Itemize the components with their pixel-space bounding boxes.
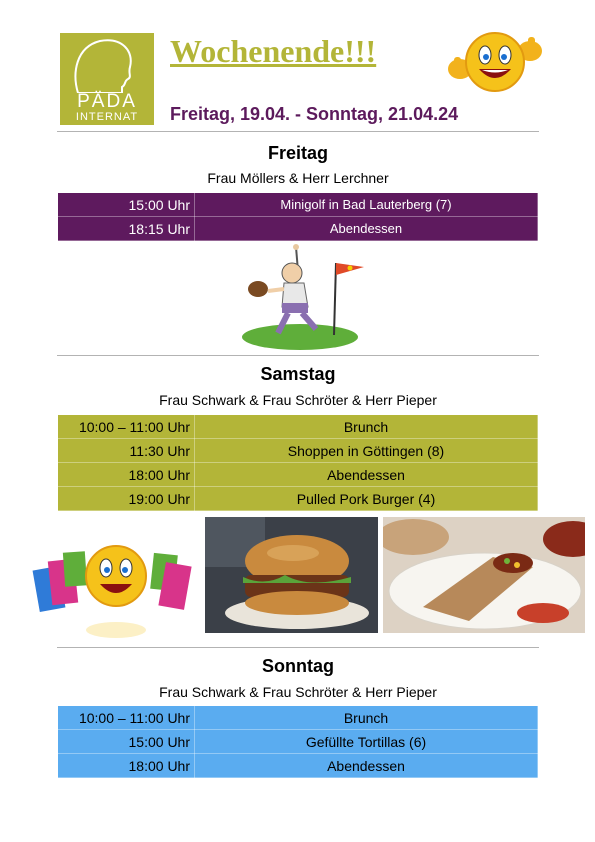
table-row — [58, 706, 538, 730]
table-row — [58, 487, 538, 511]
staff-sunday: Frau Schwark & Frau Schröter & Herr Pieper — [159, 684, 437, 700]
time-cell: 10:00 – 11:00 Uhr — [58, 415, 195, 439]
event-cell: Abendessen — [195, 217, 538, 241]
thumbs-up-smiley-icon — [446, 27, 544, 97]
event-cell: Abendessen — [195, 463, 538, 487]
time-cell: 11:30 Uhr — [58, 439, 195, 463]
tortilla-wrap-photo — [383, 517, 585, 633]
time-cell: 10:00 – 11:00 Uhr — [58, 706, 195, 730]
event-cell: Minigolf in Bad Lauterberg (7) — [195, 193, 538, 217]
time-cell: 18:00 Uhr — [58, 754, 195, 778]
schedule-sunday — [57, 705, 538, 778]
divider — [57, 647, 539, 648]
time-cell: 15:00 Uhr — [58, 193, 195, 217]
event-cell: Brunch — [195, 415, 538, 439]
staff-friday: Frau Möllers & Herr Lerchner — [207, 170, 389, 186]
golfer-illustration — [238, 243, 368, 350]
table-row — [58, 730, 538, 754]
head-silhouette-icon — [60, 33, 154, 93]
logo-subtitle: INTERNAT — [75, 111, 139, 123]
event-cell: Gefüllte Tortillas (6) — [195, 730, 538, 754]
table-row — [58, 217, 538, 241]
table-row — [58, 439, 538, 463]
time-cell: 19:00 Uhr — [58, 487, 195, 511]
time-cell: 18:15 Uhr — [58, 217, 195, 241]
divider — [57, 355, 539, 356]
logo-name: PÄDA — [77, 91, 137, 112]
shopping-smiley-icon — [28, 530, 200, 642]
date-range: Freitag, 19.04. - Sonntag, 21.04.24 — [170, 104, 459, 124]
event-cell: Shoppen in Göttingen (8) — [195, 439, 538, 463]
time-cell: 18:00 Uhr — [58, 463, 195, 487]
table-row — [58, 193, 538, 217]
day-heading-sunday: Sonntag — [262, 656, 334, 676]
time-cell: 15:00 Uhr — [58, 730, 195, 754]
event-cell: Abendessen — [195, 754, 538, 778]
paeda-internat-logo — [60, 33, 154, 125]
event-cell: Pulled Pork Burger (4) — [195, 487, 538, 511]
event-cell: Brunch — [195, 706, 538, 730]
page-title: Wochenende!!! — [170, 33, 377, 69]
day-heading-saturday: Samstag — [260, 364, 336, 384]
pulled-pork-burger-photo — [205, 517, 378, 633]
table-row — [58, 463, 538, 487]
schedule-friday — [57, 192, 538, 241]
staff-saturday: Frau Schwark & Frau Schröter & Herr Pieper — [159, 392, 437, 408]
schedule-saturday — [57, 414, 538, 511]
table-row — [58, 754, 538, 778]
table-row — [58, 415, 538, 439]
day-heading-friday: Freitag — [267, 143, 328, 163]
divider — [57, 131, 539, 132]
